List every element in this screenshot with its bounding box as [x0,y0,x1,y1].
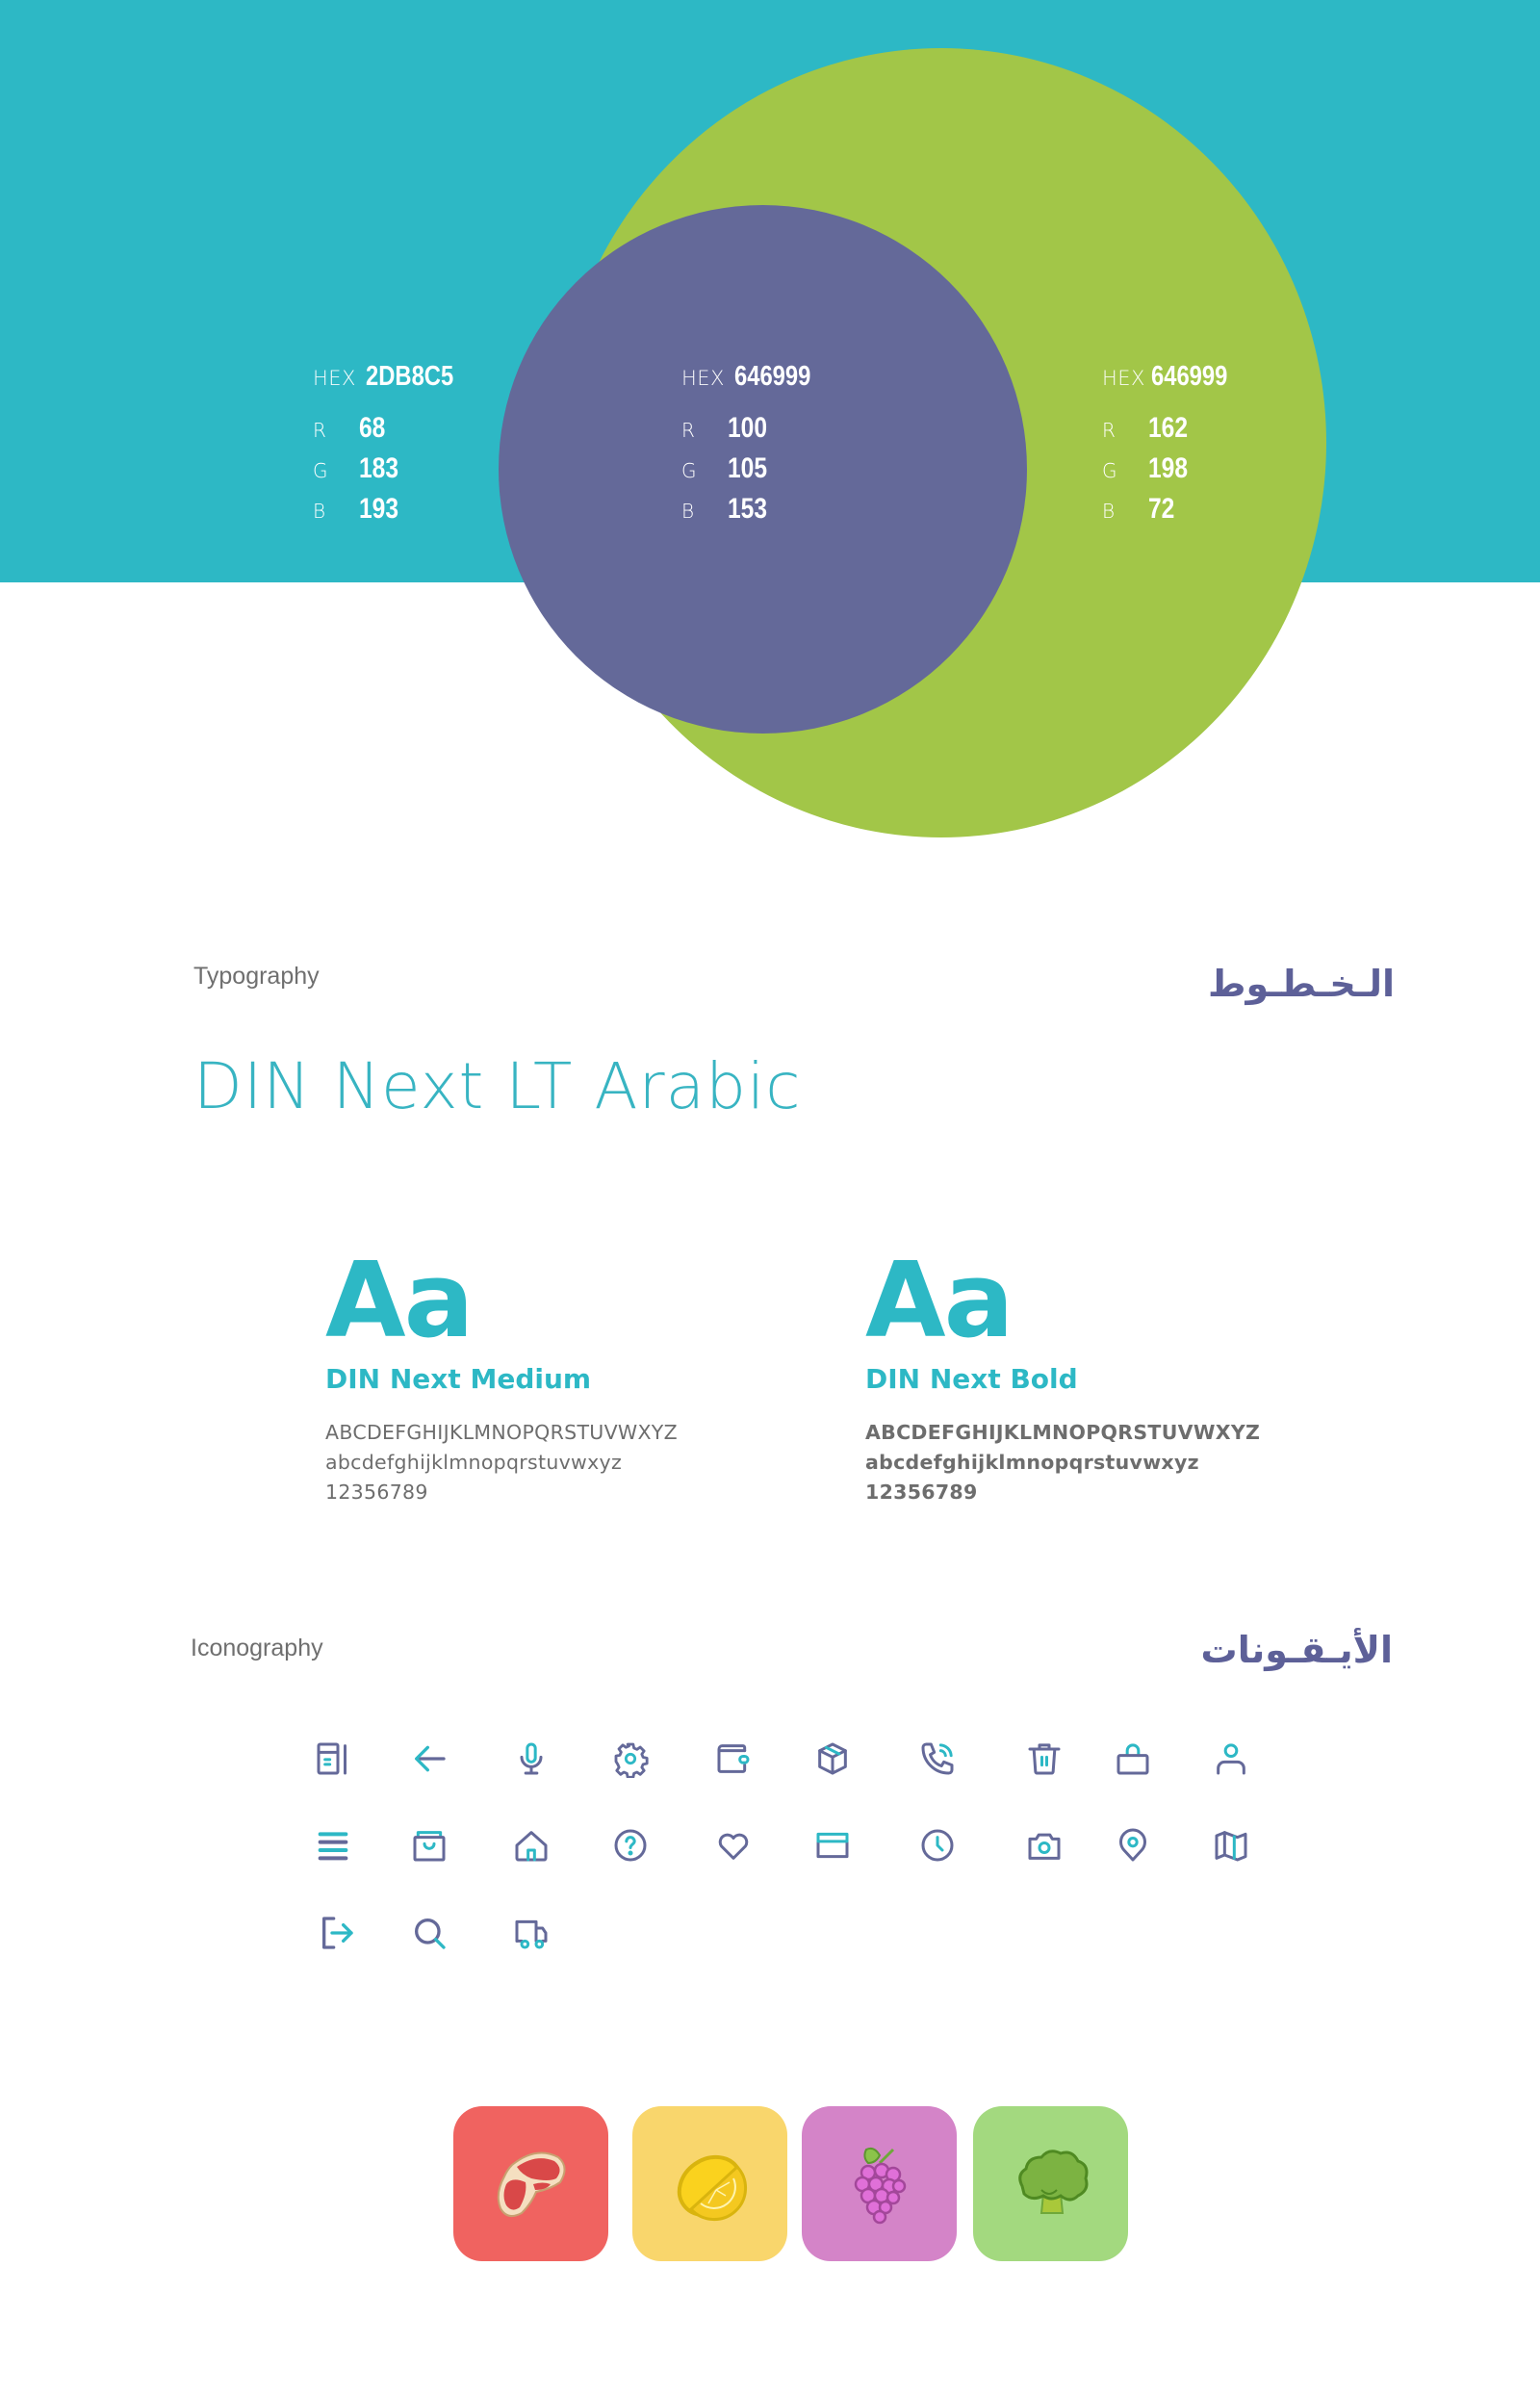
box-icon [813,1739,852,1778]
grapes-tile [802,2106,957,2261]
swatch-purple-values [681,361,828,525]
font-family-title: DIN Next LT Arabic [193,1049,802,1123]
broccoli-icon [1003,2136,1099,2232]
specimen-digits: 12356789 [325,1481,428,1504]
specimen-bold [865,1241,1261,1507]
hex-value: 646999 [1150,361,1228,392]
r-label: R [681,419,695,442]
g-label: G [1102,459,1117,482]
specimen-digits: 12356789 [865,1481,978,1504]
notebook-icon [314,1739,352,1778]
specimen-name: DIN Next Bold [865,1363,1078,1395]
broccoli-tile [973,2106,1128,2261]
location-pin-icon [1114,1826,1152,1865]
meat-tile [453,2106,608,2261]
b-value: 153 [728,493,768,525]
r-value: 100 [728,412,768,444]
specimen-name: DIN Next Medium [325,1363,592,1395]
heart-icon [714,1826,753,1865]
specimen-lowercase: abcdefghijklmnopqrstuvwxyz [325,1451,623,1474]
b-value: 72 [1148,493,1175,525]
hex-label: HEX [1102,367,1145,390]
b-value: 193 [359,493,399,525]
wallet-icon [714,1739,753,1778]
search-icon [410,1914,449,1952]
iconography-label: Iconography [191,1635,323,1661]
phone-call-icon [918,1739,957,1778]
shopping-bag-icon [410,1826,449,1865]
g-label: G [313,459,328,482]
r-value: 162 [1148,412,1189,444]
g-value: 198 [1148,452,1189,484]
typography-label-arabic: الـخـطـوط [1208,963,1395,1005]
grapes-icon [832,2136,928,2232]
swatch-green-values [1102,361,1245,525]
menu-icon [314,1826,352,1865]
lemon-icon [662,2136,758,2232]
specimen-glyph: Aa [325,1241,473,1361]
camera-icon [1025,1826,1064,1865]
b-label: B [681,500,695,523]
specimen-uppercase: ABCDEFGHIJKLMNOPQRSTUVWXYZ [325,1421,678,1444]
g-label: G [681,459,697,482]
specimen-medium [325,1241,678,1507]
g-value: 183 [359,452,399,484]
arrow-left-icon [410,1739,449,1778]
lemon-tile [632,2106,787,2261]
home-icon [512,1826,551,1865]
g-value: 105 [728,452,768,484]
hex-label: HEX [313,367,356,390]
specimen-lowercase: abcdefghijklmnopqrstuvwxyz [865,1451,1199,1474]
map-icon [1212,1826,1250,1865]
trash-icon [1025,1739,1064,1778]
clock-icon [918,1826,957,1865]
b-label: B [1102,500,1116,523]
swatch-teal-values [313,361,473,525]
hex-value: 646999 [733,361,811,392]
microphone-icon [512,1739,551,1778]
hex-label: HEX [681,367,725,390]
typography-label: Typography [193,963,320,990]
b-label: B [313,500,326,523]
meat-icon [483,2136,579,2232]
help-icon [611,1826,650,1865]
gear-icon [611,1739,650,1778]
credit-card-icon [813,1826,852,1865]
hex-value: 2DB8C5 [365,361,454,392]
truck-icon [512,1914,551,1952]
specimen-uppercase: ABCDEFGHIJKLMNOPQRSTUVWXYZ [865,1421,1261,1444]
user-icon [1212,1739,1250,1778]
logout-icon [318,1914,356,1952]
iconography-label-arabic: الأيـقـونات [1200,1629,1393,1671]
shopping-bag-lock-icon [1114,1739,1152,1778]
r-value: 68 [359,412,386,444]
r-label: R [1102,419,1116,442]
r-label: R [313,419,326,442]
specimen-glyph: Aa [865,1241,1013,1361]
